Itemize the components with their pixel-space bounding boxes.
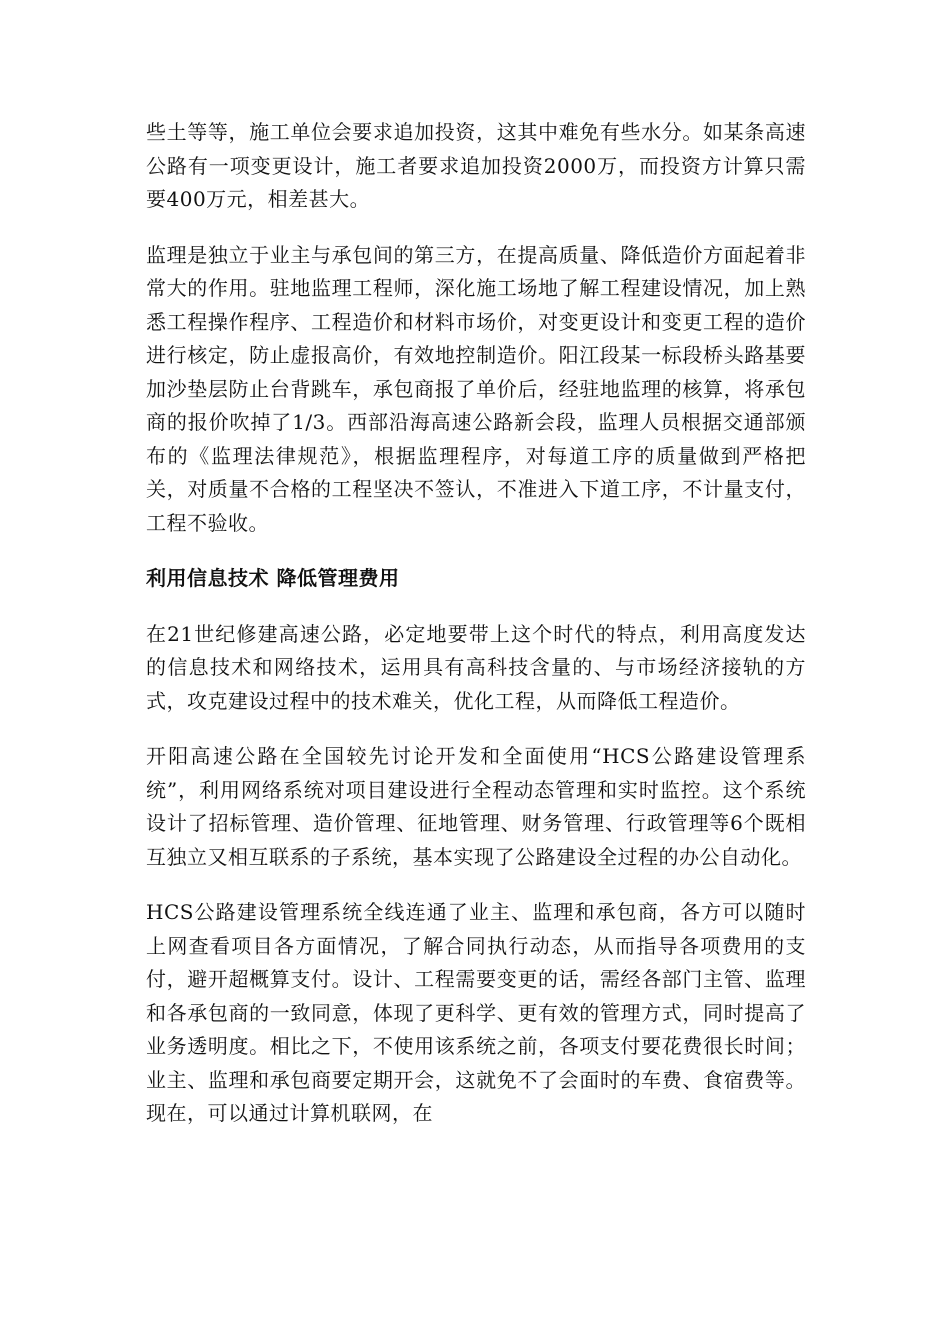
- paragraph-hcs-system: 开阳高速公路在全国较先讨论开发和全面使用“HCS公路建设管理系统”，利用网络系统对项目建设进行全程动态管理和实时监控。这个系统设计了招标管理、造价管理、征地管理、财务管理、行政管理等6个既相互独立又相互联系的子系统，基本实现了公路建设全过程的办公自动化。: [146, 744, 806, 869]
- section-heading: 利用信息技术 降低管理费用: [146, 566, 400, 590]
- document-body: [146, 116, 806, 1153]
- paragraph-information-technology: 在21世纪修建高速公路，必定地要带上这个时代的特点，利用高度发达的信息技术和网络技术，运用具有高科技含量的、与市场经济接轨的方式，攻克建设过程中的技术难关，优化工程，从而降低工程造价。: [146, 621, 806, 713]
- paragraph-investment: 些土等等，施工单位会要求追加投资，这其中难免有些水分。如某条高速公路有一项变更设计，施工者要求追加投资2000万，而投资方计算只需要400万元，相差甚大。: [146, 120, 806, 211]
- paragraph-hcs-benefits: HCS公路建设管理系统全线连通了业主、监理和承包商，各方可以随时上网查看项目各方面情况，了解合同执行动态，从而指导各项费用的支付，避开超概算支付。设计、工程需要变更的话，需经各部门主管、监理和各承包商的一致同意，体现了更科学、更有效的管理方式，同时提高了业务透明度。相比之下，不使用该系统之前，各项支付要花费很长时间；业主、监理和承包商要定期开会，这就免不了会面时的车费、食宿费等。现在，可以通过计算机联网，在: [146, 900, 806, 1125]
- paragraph-supervision: 监理是独立于业主与承包间的第三方，在提高质量、降低造价方面起着非常大的作用。驻地监理工程师，深化施工场地了解工程建设情况，加上熟悉工程操作程序、工程造价和材料市场价，对变更设计和变更工程的造价进行核定，防止虚报高价，有效地控制造价。阳江段某一标段桥头路基要加沙垫层防止台背跳车，承包商报了单价后，经驻地监理的核算，将承包商的报价吹掉了1/3。西部沿海高速公路新会段，监理人员根据交通部颁布的《监理法律规范》，根据监理程序，对每道工序的质量做到严格把关，对质量不合格的工程坚决不签认，不准进入下道工序，不计量支付，工程不验收。: [146, 242, 806, 535]
